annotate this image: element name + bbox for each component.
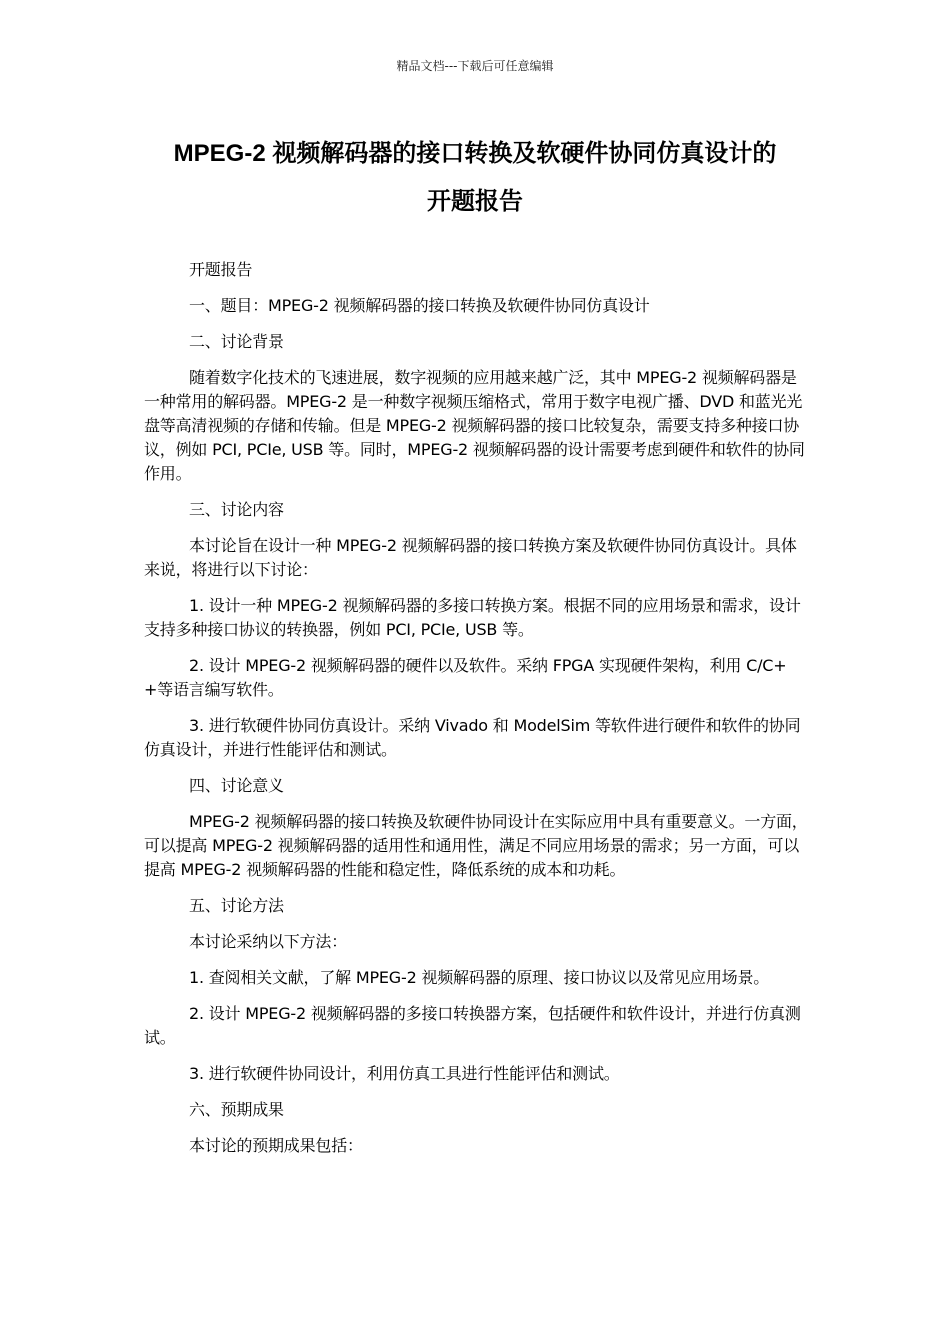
title-line-1: MPEG-2 视频解码器的接口转换及软硬件协同仿真设计的: [173, 140, 777, 167]
heading-expected-results: 六、预期成果: [189, 1100, 284, 1119]
list-item: 2. 设计 MPEG-2 视频解码器的硬件以及软件。采纳 FPGA 实现硬件架构，利用 C/C++等语言编写软件。: [144, 656, 787, 699]
list-item: 3. 进行软硬件协同仿真设计。采纳 Vivado 和 ModelSim 等软件进行硬件和软件的协同仿真设计，并进行性能评估和测试。: [144, 716, 801, 759]
list-item: 2. 设计 MPEG-2 视频解码器的多接口转换器方案，包括硬件和软件设计，并进行仿真测试。: [144, 1004, 801, 1047]
heading-significance: 四、讨论意义: [189, 776, 284, 795]
section-label-report: 开题报告: [189, 260, 253, 279]
list-item: 1. 设计一种 MPEG-2 视频解码器的多接口转换方案。根据不同的应用场景和需求，设计支持多种接口协议的转换器，例如 PCI, PCIe, USB 等。: [144, 596, 801, 639]
page-header: 精品文档---下载后可任意编辑: [396, 59, 554, 73]
paragraph-methods-intro: 本讨论采纳以下方法：: [189, 932, 348, 951]
paragraph-content-intro: 本讨论旨在设计一种 MPEG-2 视频解码器的接口转换方案及软硬件协同仿真设计。具体来说，将进行以下讨论：: [144, 536, 797, 579]
document-title: [140, 130, 810, 226]
document-body: [144, 258, 808, 1170]
heading-topic: 一、题目：MPEG-2 视频解码器的接口转换及软硬件协同仿真设计: [189, 296, 650, 315]
paragraph-significance: MPEG-2 视频解码器的接口转换及软硬件协同设计在实际应用中具有重要意义。一方面，可以提高 MPEG-2 视频解码器的适用性和通用性，满足不同应用场景的需求；另一方面，可以提高 MPEG-2 视频解码器的性能和稳定性，降低系统的成本和功耗。: [144, 812, 808, 879]
heading-content: 三、讨论内容: [189, 500, 284, 519]
list-item: 3. 进行软硬件协同设计，利用仿真工具进行性能评估和测试。: [189, 1064, 620, 1083]
paragraph-background: 随着数字化技术的飞速进展，数字视频的应用越来越广泛，其中 MPEG-2 视频解码器是一种常用的解码器。MPEG-2 是一种数字视频压缩格式，常用于数字电视广播、DVD 和蓝光光盘等高清视频的存储和传输。但是 MPEG-2 视频解码器的接口比较复杂，需要支持多种接口协议，例如 PCI, PCIe, USB 等。同时，MPEG-2 视频解码器的设计需要考虑到硬件和软件的协同作用。: [144, 368, 805, 483]
heading-background: 二、讨论背景: [189, 332, 284, 351]
paragraph-expected-results-intro: 本讨论的预期成果包括：: [189, 1136, 363, 1155]
heading-methods: 五、讨论方法: [189, 896, 284, 915]
list-item: 1. 查阅相关文献，了解 MPEG-2 视频解码器的原理、接口协议以及常见应用场景。: [189, 968, 770, 987]
title-line-2: 开题报告: [427, 188, 523, 215]
